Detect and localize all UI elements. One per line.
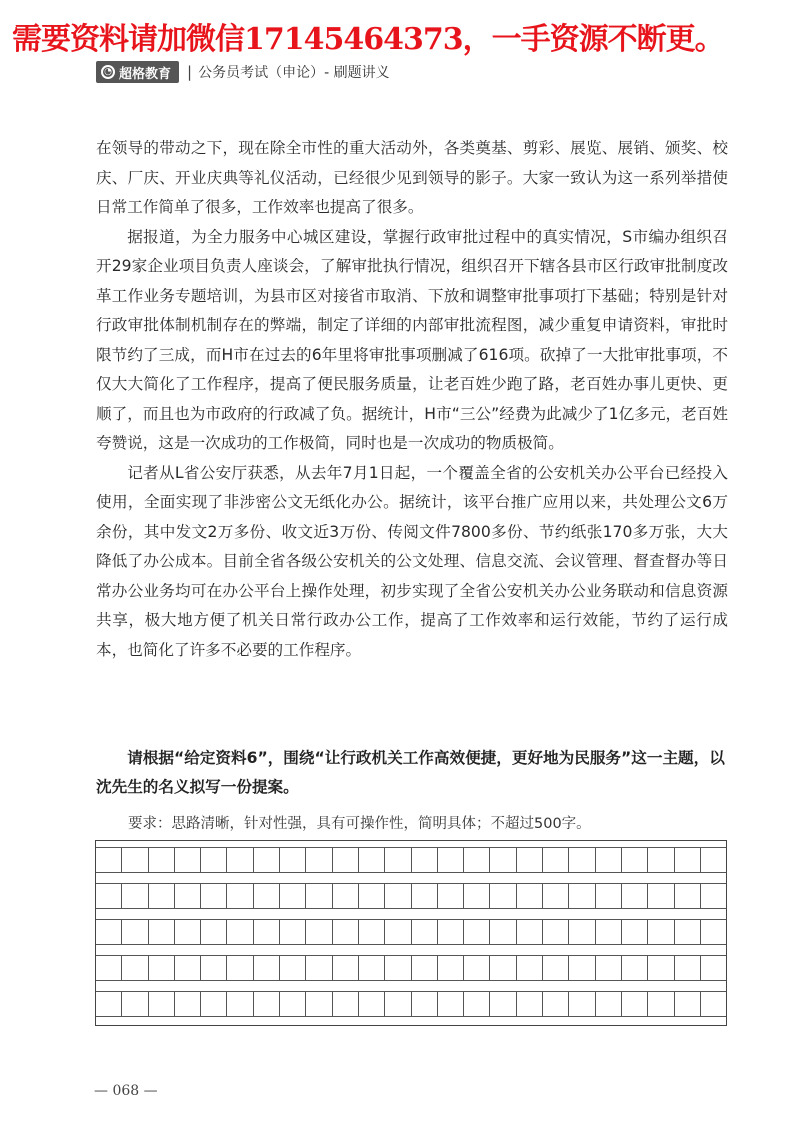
answer-cell[interactable] <box>569 920 595 944</box>
answer-cell[interactable] <box>385 920 411 944</box>
answer-cell[interactable] <box>464 920 490 944</box>
answer-cell[interactable] <box>96 920 122 944</box>
answer-cell[interactable] <box>543 848 569 872</box>
answer-cell[interactable] <box>175 920 201 944</box>
answer-cell[interactable] <box>359 956 385 980</box>
answer-cell[interactable] <box>517 920 543 944</box>
answer-cell[interactable] <box>438 956 464 980</box>
answer-cell[interactable] <box>543 992 569 1016</box>
answer-cell[interactable] <box>675 956 701 980</box>
answer-cell[interactable] <box>359 920 385 944</box>
answer-cell[interactable] <box>280 848 306 872</box>
answer-cell[interactable] <box>385 992 411 1016</box>
answer-cell[interactable] <box>412 884 438 908</box>
answer-cell[interactable] <box>359 992 385 1016</box>
answer-cell[interactable] <box>622 884 648 908</box>
answer-cell[interactable] <box>149 884 175 908</box>
answer-cell[interactable] <box>648 992 674 1016</box>
answer-cell[interactable] <box>333 848 359 872</box>
answer-cell[interactable] <box>201 848 227 872</box>
material-text <box>96 134 728 665</box>
answer-cell[interactable] <box>280 884 306 908</box>
answer-cell[interactable] <box>412 848 438 872</box>
requirement-text: 要求：思路清晰，针对性强，具有可操作性，简明具体；不超过500字。 <box>128 816 591 832</box>
answer-cell[interactable] <box>149 848 175 872</box>
answer-cell[interactable] <box>254 920 280 944</box>
answer-cell[interactable] <box>280 920 306 944</box>
answer-cell[interactable] <box>490 992 516 1016</box>
answer-cell[interactable] <box>675 848 701 872</box>
answer-cell[interactable] <box>385 884 411 908</box>
answer-cell[interactable] <box>254 992 280 1016</box>
answer-cell[interactable] <box>701 848 726 872</box>
answer-cell[interactable] <box>306 992 332 1016</box>
answer-cell[interactable] <box>596 956 622 980</box>
paragraph-2: 据报道，为全力服务中心城区建设，掌握行政审批过程中的真实情况，S市编办组织召开29家企业项目负责人座谈会，了解审批执行情况，组织召开下辖各县市区行政审批制度改革工作业务专题培训，为县市区对接省市取消、下放和调整审批事项打下基础；特别是针对行政审批体制机制存在的弊端，制定了详细的内部审批流程图，减少重复申请资料，审批时限节约了三成，而H市在过去的6年里将审批事项删减了616项。砍掉了一大批审批事项，不仅大大简化了工作程序，提高了便民服务质量，让老百姓少跑了路，老百姓办事儿更快、更顺了，而且也为市政府的行政减了负。据统计，H市“三公”经费为此减少了1亿多元，老百姓夸赞说，这是一次成功的工作极简，同时也是一次成功的物质极简。 <box>96 227 728 452</box>
header-title: 公务员考试（申论）- 刷题讲义 <box>198 65 390 81</box>
answer-cell[interactable] <box>122 992 148 1016</box>
answer-cell[interactable] <box>122 848 148 872</box>
answer-cell[interactable] <box>490 956 516 980</box>
answer-cell[interactable] <box>280 992 306 1016</box>
header-separator: | <box>187 63 193 81</box>
answer-cell[interactable] <box>175 884 201 908</box>
answer-cell[interactable] <box>569 884 595 908</box>
answer-cell[interactable] <box>622 848 648 872</box>
answer-cell[interactable] <box>201 884 227 908</box>
answer-cell[interactable] <box>96 884 122 908</box>
answer-cell[interactable] <box>596 848 622 872</box>
answer-cell[interactable] <box>517 956 543 980</box>
page-header <box>96 60 390 84</box>
answer-cell[interactable] <box>596 884 622 908</box>
answer-cell[interactable] <box>490 920 516 944</box>
answer-cell[interactable] <box>412 992 438 1016</box>
answer-cell[interactable] <box>701 956 726 980</box>
answer-cell[interactable] <box>359 848 385 872</box>
answer-cell[interactable] <box>385 848 411 872</box>
answer-cell[interactable] <box>490 884 516 908</box>
answer-cell[interactable] <box>201 992 227 1016</box>
answer-grid-row <box>96 919 726 945</box>
answer-cell[interactable] <box>438 884 464 908</box>
answer-cell[interactable] <box>122 884 148 908</box>
answer-cell[interactable] <box>227 920 253 944</box>
paragraph-3: 记者从L省公安厅获悉，从去年7月1日起，一个覆盖全省的公安机关办公平台已经投入使用，全面实现了非涉密公文无纸化办公。据统计，该平台推广应用以来，共处理公文6万余份，其中发文2万多份、收文近3万份、传阅文件7800多份、节约纸张170多万张，大大降低了办公成本。目前全省各级公安机关的公文处理、信息交流、会议管理、督查督办等日常办公业务均可在办公平台上操作处理，初步实现了全省公安机关办公业务联动和信息资源共享，极大地方便了机关日常行政办公工作，提高了工作效率和运行效能，节约了运行成本，也简化了许多不必要的工作程序。 <box>96 463 728 659</box>
question-prompt: 请根据“给定资料6”，围绕“让行政机关工作高效便捷，更好地为民服务”这一主题，以沈先生的名义拟写一份提案。 <box>96 749 725 796</box>
answer-cell[interactable] <box>464 956 490 980</box>
answer-cell[interactable] <box>675 884 701 908</box>
answer-cell[interactable] <box>175 956 201 980</box>
answer-cell[interactable] <box>622 920 648 944</box>
answer-cell[interactable] <box>227 992 253 1016</box>
answer-cell[interactable] <box>122 920 148 944</box>
answer-cell[interactable] <box>569 848 595 872</box>
answer-cell[interactable] <box>517 992 543 1016</box>
brand-logo <box>96 61 179 83</box>
answer-cell[interactable] <box>490 848 516 872</box>
answer-cell[interactable] <box>596 992 622 1016</box>
answer-cell[interactable] <box>385 956 411 980</box>
answer-cell[interactable] <box>622 956 648 980</box>
logo-circle-icon: ◔ <box>101 65 115 79</box>
answer-cell[interactable] <box>333 956 359 980</box>
answer-cell[interactable] <box>648 920 674 944</box>
answer-cell[interactable] <box>227 884 253 908</box>
answer-cell[interactable] <box>543 884 569 908</box>
answer-cell[interactable] <box>464 992 490 1016</box>
logo-text: 超格教育 <box>119 66 172 82</box>
answer-cell[interactable] <box>96 992 122 1016</box>
answer-cell[interactable] <box>149 956 175 980</box>
answer-cell[interactable] <box>280 956 306 980</box>
watermark-banner: 需要资料请加微信17145464373，一手资源不断更。 <box>12 22 724 57</box>
answer-cell[interactable] <box>464 884 490 908</box>
answer-cell[interactable] <box>333 992 359 1016</box>
answer-cell[interactable] <box>306 956 332 980</box>
answer-cell[interactable] <box>701 884 726 908</box>
answer-grid-row <box>96 991 726 1017</box>
answer-cell[interactable] <box>701 992 726 1016</box>
answer-cell[interactable] <box>701 920 726 944</box>
answer-cell[interactable] <box>464 848 490 872</box>
paragraph-1: 在领导的带动之下，现在除全市性的重大活动外，各类奠基、剪彩、展览、展销、颁奖、校庆、厂庆、开业庆典等礼仪活动，已经很少见到领导的影子。大家一致认为这一系列举措使日常工作简单了很多，工作效率也提高了很多。 <box>96 139 728 216</box>
answer-cell[interactable] <box>648 956 674 980</box>
answer-cell[interactable] <box>569 956 595 980</box>
answer-cell[interactable] <box>96 956 122 980</box>
answer-cell[interactable] <box>201 920 227 944</box>
answer-cell[interactable] <box>149 920 175 944</box>
answer-cell[interactable] <box>254 884 280 908</box>
answer-grid-row <box>96 955 726 981</box>
answer-cell[interactable] <box>675 992 701 1016</box>
answer-cell[interactable] <box>333 884 359 908</box>
answer-cell[interactable] <box>517 848 543 872</box>
answer-cell[interactable] <box>359 884 385 908</box>
answer-cell[interactable] <box>227 848 253 872</box>
answer-cell[interactable] <box>596 920 622 944</box>
answer-cell[interactable] <box>438 848 464 872</box>
answer-cell[interactable] <box>306 848 332 872</box>
answer-cell[interactable] <box>438 920 464 944</box>
answer-cell[interactable] <box>306 920 332 944</box>
answer-cell[interactable] <box>569 992 595 1016</box>
answer-cell[interactable] <box>675 920 701 944</box>
answer-cell[interactable] <box>254 848 280 872</box>
answer-grid[interactable] <box>95 840 727 1026</box>
answer-grid-row <box>96 883 726 909</box>
answer-cell[interactable] <box>227 956 253 980</box>
answer-cell[interactable] <box>543 920 569 944</box>
page-number: — 068 — <box>94 1083 158 1099</box>
answer-cell[interactable] <box>306 884 332 908</box>
answer-cell[interactable] <box>122 956 148 980</box>
answer-cell[interactable] <box>648 848 674 872</box>
answer-cell[interactable] <box>412 956 438 980</box>
answer-cell[interactable] <box>438 992 464 1016</box>
answer-grid-row <box>96 847 726 873</box>
answer-cell[interactable] <box>412 920 438 944</box>
answer-cell[interactable] <box>254 956 280 980</box>
answer-cell[interactable] <box>622 992 648 1016</box>
answer-cell[interactable] <box>333 920 359 944</box>
answer-cell[interactable] <box>201 956 227 980</box>
answer-cell[interactable] <box>175 992 201 1016</box>
answer-cell[interactable] <box>96 848 122 872</box>
answer-cell[interactable] <box>175 848 201 872</box>
answer-cell[interactable] <box>648 884 674 908</box>
answer-cell[interactable] <box>517 884 543 908</box>
answer-cell[interactable] <box>543 956 569 980</box>
answer-cell[interactable] <box>149 992 175 1016</box>
